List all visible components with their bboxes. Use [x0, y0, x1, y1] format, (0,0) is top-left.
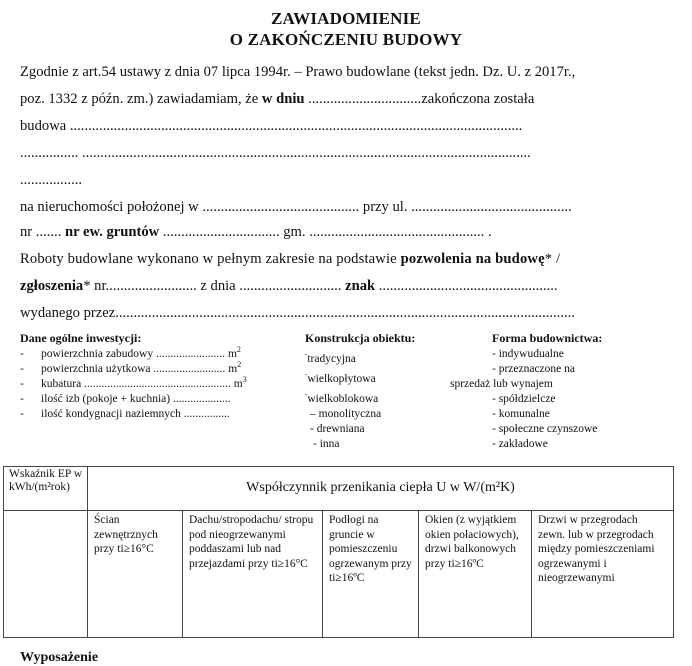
text: Roboty budowlane wykonano w pełnym zakresie na podstawie	[20, 251, 401, 267]
parcel-field[interactable]: ................................ gm. ................................................ .	[159, 224, 492, 240]
konstrukcja-item-label: tradycyjna	[307, 353, 356, 365]
building-field-2[interactable]: ................ ...........................................................................................................................	[20, 145, 531, 161]
bullet-mark: -	[305, 350, 308, 358]
unit: m	[228, 363, 238, 375]
nr-field[interactable]: nr .......	[20, 224, 65, 240]
konstrukcja-item[interactable]	[305, 387, 415, 407]
konstrukcja-item[interactable]	[305, 347, 415, 367]
konstrukcja-item-label: wielkoblokowa	[307, 393, 379, 405]
forma-item[interactable]: - zakładowe	[492, 438, 548, 450]
building-field-3[interactable]: .................	[20, 172, 83, 188]
bold-text: w dniu	[261, 91, 305, 107]
unit: m	[227, 348, 237, 360]
date-field[interactable]: ...............................zakończona została	[304, 91, 535, 107]
dane-heading: Dane ogólne inwestycji:	[20, 331, 142, 345]
unit-exponent: 2	[236, 345, 241, 354]
dane-item[interactable]	[20, 407, 247, 422]
building-field-1[interactable]: budowa ............................................................................................................................	[20, 118, 523, 134]
title-line-1: ZAWIADOMIENIE	[271, 9, 421, 28]
konstrukcja-list	[305, 347, 415, 452]
dane-item-label: ilość kondygnacji naziemnych ................	[41, 408, 230, 420]
konstrukcja-item-label: - inna	[313, 438, 340, 450]
konstrukcja-section	[305, 331, 415, 452]
dane-item[interactable]	[20, 347, 247, 362]
forma-item[interactable]: - komunalne	[492, 408, 550, 420]
location-line[interactable]: na nieruchomości położonej w ........................................... przy ul. ............................................	[20, 199, 572, 215]
forma-list	[450, 347, 602, 452]
forma-section	[450, 331, 603, 452]
bold-text: znak	[345, 278, 376, 294]
dash: -	[20, 378, 24, 390]
dane-item-label: kubatura ...................................................	[41, 378, 231, 390]
dane-item[interactable]	[20, 362, 247, 377]
dane-item[interactable]	[20, 377, 247, 392]
table-header-row	[4, 467, 674, 511]
table-cell[interactable]: Drzwi w przegrodach zewn. lub w przegrodach między pomieszczeniami ogrzewanymi i nieogrzewanymi	[532, 511, 674, 638]
konstrukcja-heading: Konstrukcja obiektu:	[305, 331, 416, 345]
body-line-2	[20, 91, 534, 108]
konstrukcja-item-label: wielkopłytowa	[307, 373, 376, 385]
energy-table	[3, 466, 674, 638]
permit-number-field[interactable]: * nr......................... z dnia ............................	[83, 278, 346, 294]
ep-value-cell[interactable]	[4, 511, 88, 638]
konstrukcja-item-label: – monolityczna	[310, 408, 382, 420]
bold-text: nr ew. gruntów	[65, 224, 160, 240]
forma-item: sprzedaż lub wynajem	[450, 378, 553, 390]
dane-list	[20, 347, 247, 422]
body-line-1: Zgodnie z art.54 ustawy z dnia 07 lipca 1994r. – Prawo budowlane (tekst jedn. Dz. U. z 2017r.,	[20, 64, 576, 80]
unit-exponent: 2	[237, 360, 242, 369]
forma-heading: Forma budownictwa:	[492, 331, 603, 345]
u-header: Współczynnik przenikania ciepła U w W/(m²K)	[88, 467, 674, 511]
dane-item-label: powierzchnia użytkowa .........................	[41, 363, 226, 375]
forma-item[interactable]: - społeczne czynszowe	[492, 423, 598, 435]
dane-item-label: powierzchnia zabudowy ........................	[41, 348, 225, 360]
konstrukcja-item-label: - drewniana	[310, 423, 365, 435]
forma-item[interactable]: - indywudualne	[492, 348, 564, 360]
text: poz. 1332 z późn. zm.) zawiadamiam, że	[20, 91, 262, 107]
konstrukcja-item[interactable]	[305, 422, 415, 437]
table-cell[interactable]: Okien (z wyjątkiem okien połaciowych), drzwi balkonowych przy ti≥16ºC	[419, 511, 532, 638]
parcel-line	[20, 224, 492, 241]
konstrukcja-item[interactable]	[305, 367, 415, 387]
dash: -	[20, 348, 24, 360]
forma-item[interactable]: - przeznaczone na	[492, 363, 575, 375]
issued-by-field[interactable]: wydanego przez..............................................................................................................................	[20, 305, 575, 321]
sign-field[interactable]: .................................................	[375, 278, 558, 294]
table-cell[interactable]: Dachu/stropodachu/ stropu pod nieogrzewanymi poddaszami lub nad przejazdami przy ti≥16°C	[183, 511, 323, 638]
bullet-mark: -	[305, 390, 308, 398]
permit-details-line	[20, 278, 558, 295]
forma-item[interactable]: - spółdzielcze	[492, 393, 556, 405]
bold-text: zgłoszenia	[20, 278, 84, 294]
bold-text: pozwolenia na budowę	[400, 251, 545, 267]
dane-section	[20, 331, 247, 422]
footer-partial-heading: Wyposażenie	[20, 650, 99, 665]
permit-line	[20, 251, 560, 268]
table-cell[interactable]: Ścian zewnętrznych przy ti≥16°C	[88, 511, 183, 638]
bullet-mark: -	[305, 370, 308, 378]
konstrukcja-item[interactable]	[305, 437, 415, 452]
dane-item-label: ilość izb (pokoje + kuchnia) ....................	[41, 393, 231, 405]
dane-item[interactable]	[20, 392, 247, 407]
ep-header: Wskaźnik EP w kWh/(m²rok)	[4, 467, 88, 511]
table-row	[4, 511, 674, 638]
dash: -	[20, 408, 24, 420]
table-cell[interactable]: Podłogi na gruncie w pomieszczeniu ogrzewanym przy ti≥16ºC	[323, 511, 419, 638]
konstrukcja-item[interactable]	[305, 407, 415, 422]
dash: -	[20, 363, 24, 375]
text: * /	[544, 251, 561, 267]
unit: m	[233, 378, 243, 390]
dash: -	[20, 393, 24, 405]
unit-exponent: 3	[242, 375, 247, 384]
title-line-2: O ZAKOŃCZENIU BUDOWY	[229, 30, 463, 49]
